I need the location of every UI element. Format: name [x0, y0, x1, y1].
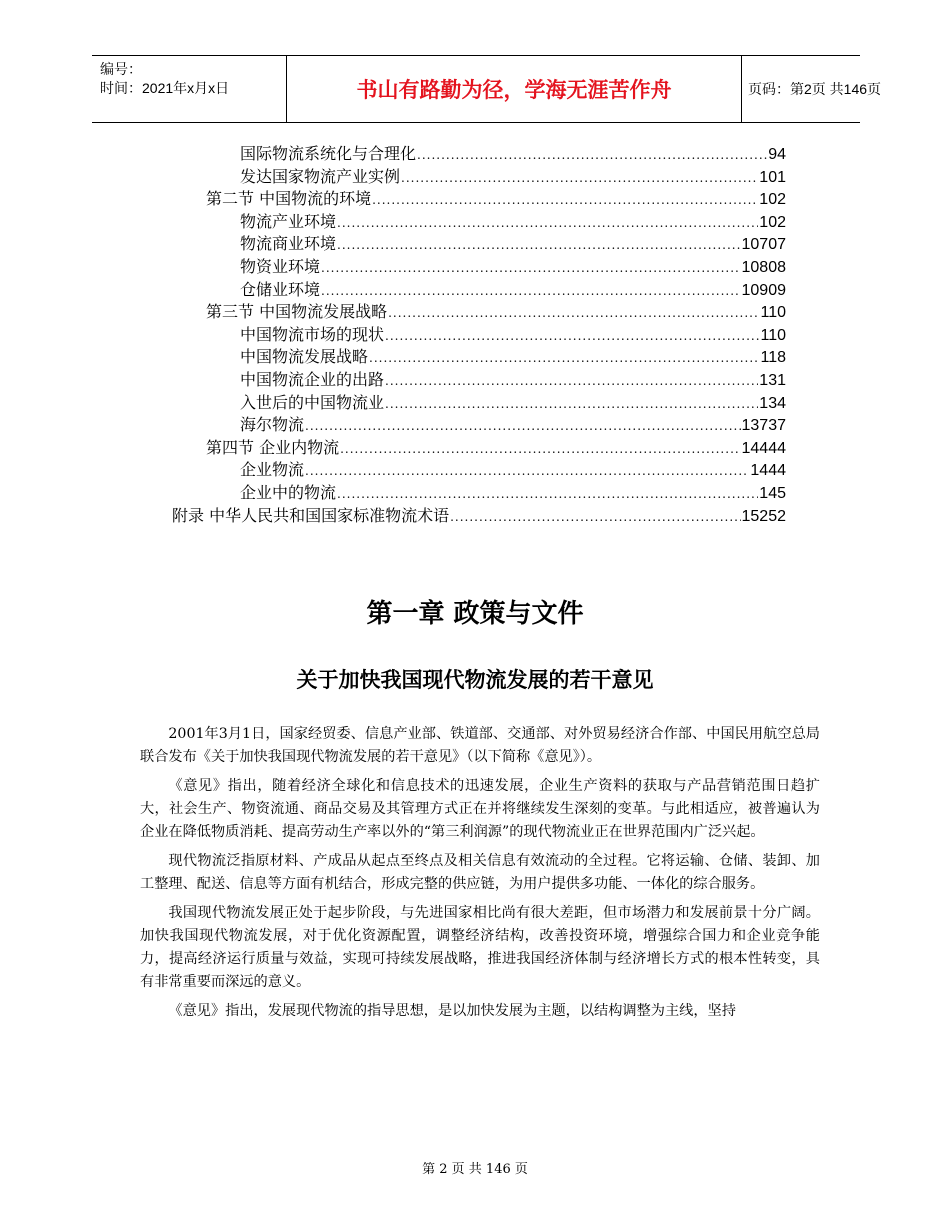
toc-entry-title: 企业中的物流 [240, 483, 337, 502]
toc-entry[interactable] [206, 301, 786, 323]
toc-entry[interactable] [240, 482, 786, 504]
toc-entry-page: 110 [760, 326, 786, 344]
toc-entry-title: 中国物流市场的现状 [240, 324, 385, 344]
toc-leader-dots [385, 370, 758, 392]
toc-leader-dots [305, 415, 740, 437]
toc-entry-title: 物资业环境 [240, 257, 321, 276]
paragraph: 2001年3月1日，国家经贸委、信息产业部、铁道部、交通部、对外贸易经济合作部、中国民用航空总局联合发布《关于加快我国现代物流发展的若干意见》（以下简称《意见》）。 [140, 726, 820, 765]
toc-entry-page: 14444 [741, 439, 786, 457]
toc-entry-title: 中国物流企业的出路 [240, 370, 385, 389]
toc-entry-page: 10808 [741, 259, 786, 276]
article-title: 关于加快我国现代物流发展的若干意见 [296, 668, 654, 692]
article-body [140, 723, 820, 1029]
paragraph: 《意见》指出，随着经济全球化和信息技术的迅速发展，企业生产资料的获取与产品营销范围日趋扩大，社会生产、物资流通、商品交易及其管理方式正在并将继续发生深刻的变革。与此相适应，被普遍认为企业在降低物质消耗、提高劳动生产率以外的“第三利润源”的现代物流业正在世界范围内广泛兴起。 [140, 778, 820, 840]
toc-entry-page: 110 [760, 304, 786, 322]
toc-entry[interactable] [172, 505, 786, 527]
toc-entry-page: 118 [760, 349, 786, 367]
toc-entry-page: 102 [759, 213, 786, 231]
toc-entry[interactable] [240, 256, 786, 278]
toc-entry[interactable] [206, 437, 786, 459]
toc-entry[interactable] [240, 211, 786, 233]
toc-leader-dots [337, 234, 740, 256]
toc-entry-title: 附录 中华人民共和国国家标准物流术语 [172, 505, 450, 525]
toc-entry[interactable] [240, 143, 786, 165]
toc-entry-title: 海尔物流 [240, 415, 305, 435]
toc-entry-page: 94 [768, 146, 786, 163]
toc-entry-title: 发达国家物流产业实例 [240, 166, 401, 186]
header-page-info: 页码：第2页 共146页 [748, 81, 882, 97]
toc-entry-title: 第四节 企业内物流 [206, 437, 340, 457]
toc-entry-title: 企业物流 [240, 460, 305, 480]
toc-entry[interactable] [240, 166, 786, 188]
time-label: 时间：2021年x月x日 [100, 80, 230, 96]
toc-entry-title: 物流商业环境 [240, 234, 337, 254]
toc-leader-dots [417, 144, 767, 166]
page-footer: 第 2 页 共 146 页 [422, 1162, 528, 1177]
paragraph: 我国现代物流发展正处于起步阶段，与先进国家相比尚有很大差距，但市场潜力和发展前景十分广阔。加快我国现代物流发展，对于优化资源配置，调整经济结构，改善投资环境，增强综合国力和企业竞争能力，提高经济运行质量与效益，实现可持续发展战略，推进我国经济体制与经济增长方式的根本性转变，具有非常重要而深远的意义。 [140, 905, 820, 990]
toc-entry-title: 国际物流系统化与合理化 [240, 144, 417, 163]
toc-entry[interactable] [240, 324, 786, 346]
toc-leader-dots [450, 506, 740, 528]
toc-leader-dots [321, 280, 740, 302]
toc-entry-page: 10909 [741, 281, 786, 299]
header-meta [92, 56, 286, 122]
toc-entry[interactable] [240, 369, 786, 391]
number-label: 编号： [100, 61, 142, 77]
toc-entry[interactable] [240, 459, 786, 481]
toc-leader-dots [340, 438, 740, 460]
toc-leader-dots [337, 483, 758, 505]
toc-entry-title: 第二节 中国物流的环境 [206, 189, 372, 209]
toc-leader-dots [385, 325, 759, 347]
toc-entry[interactable] [240, 414, 786, 436]
toc-entry-page: 145 [759, 485, 786, 502]
header-motto: 书山有路勤为径，学海无涯苦作舟 [286, 56, 742, 122]
toc-entry-title: 第三节 中国物流发展战略 [206, 302, 388, 322]
toc-leader-dots [385, 393, 758, 415]
toc-entry-title: 中国物流发展战略 [240, 347, 369, 367]
toc-entry[interactable] [240, 392, 786, 414]
toc-leader-dots [372, 189, 758, 211]
toc-entry-page: 13737 [741, 417, 786, 435]
toc-entry[interactable] [206, 188, 786, 210]
toc-entry-title: 物流产业环境 [240, 211, 337, 231]
toc-leader-dots [401, 167, 758, 189]
toc-entry-page: 1444 [750, 462, 786, 480]
chapter-title: 第一章 政策与文件 [366, 599, 584, 629]
toc-entry[interactable] [240, 279, 786, 301]
toc-entry[interactable] [240, 233, 786, 255]
toc-leader-dots [305, 460, 749, 482]
page-header [92, 55, 882, 123]
toc-entry-page: 10707 [741, 236, 786, 254]
toc-entry-title: 入世后的中国物流业 [240, 392, 385, 412]
toc-entry-page: 131 [759, 372, 786, 389]
toc-entry-title: 仓储业环境 [240, 279, 321, 299]
paragraph: 现代物流泛指原材料、产成品从起点至终点及相关信息有效流动的全过程。它将运输、仓储、装卸、加工整理、配送、信息等方面有机结合，形成完整的供应链，为用户提供多功能、一体化的综合服务。 [140, 853, 820, 892]
paragraph: 《意见》指出，发展现代物流的指导思想，是以加快发展为主题，以结构调整为主线，坚持 [168, 1003, 736, 1019]
toc-entry-page: 134 [759, 394, 786, 412]
toc-leader-dots [388, 302, 759, 324]
toc-entry-page: 102 [759, 191, 786, 209]
toc-entry-page: 101 [759, 168, 786, 186]
toc-entry-page: 15252 [741, 507, 786, 525]
toc-entry[interactable] [240, 346, 786, 368]
toc-leader-dots [369, 347, 759, 369]
toc-leader-dots [321, 257, 740, 279]
toc-leader-dots [337, 212, 758, 234]
